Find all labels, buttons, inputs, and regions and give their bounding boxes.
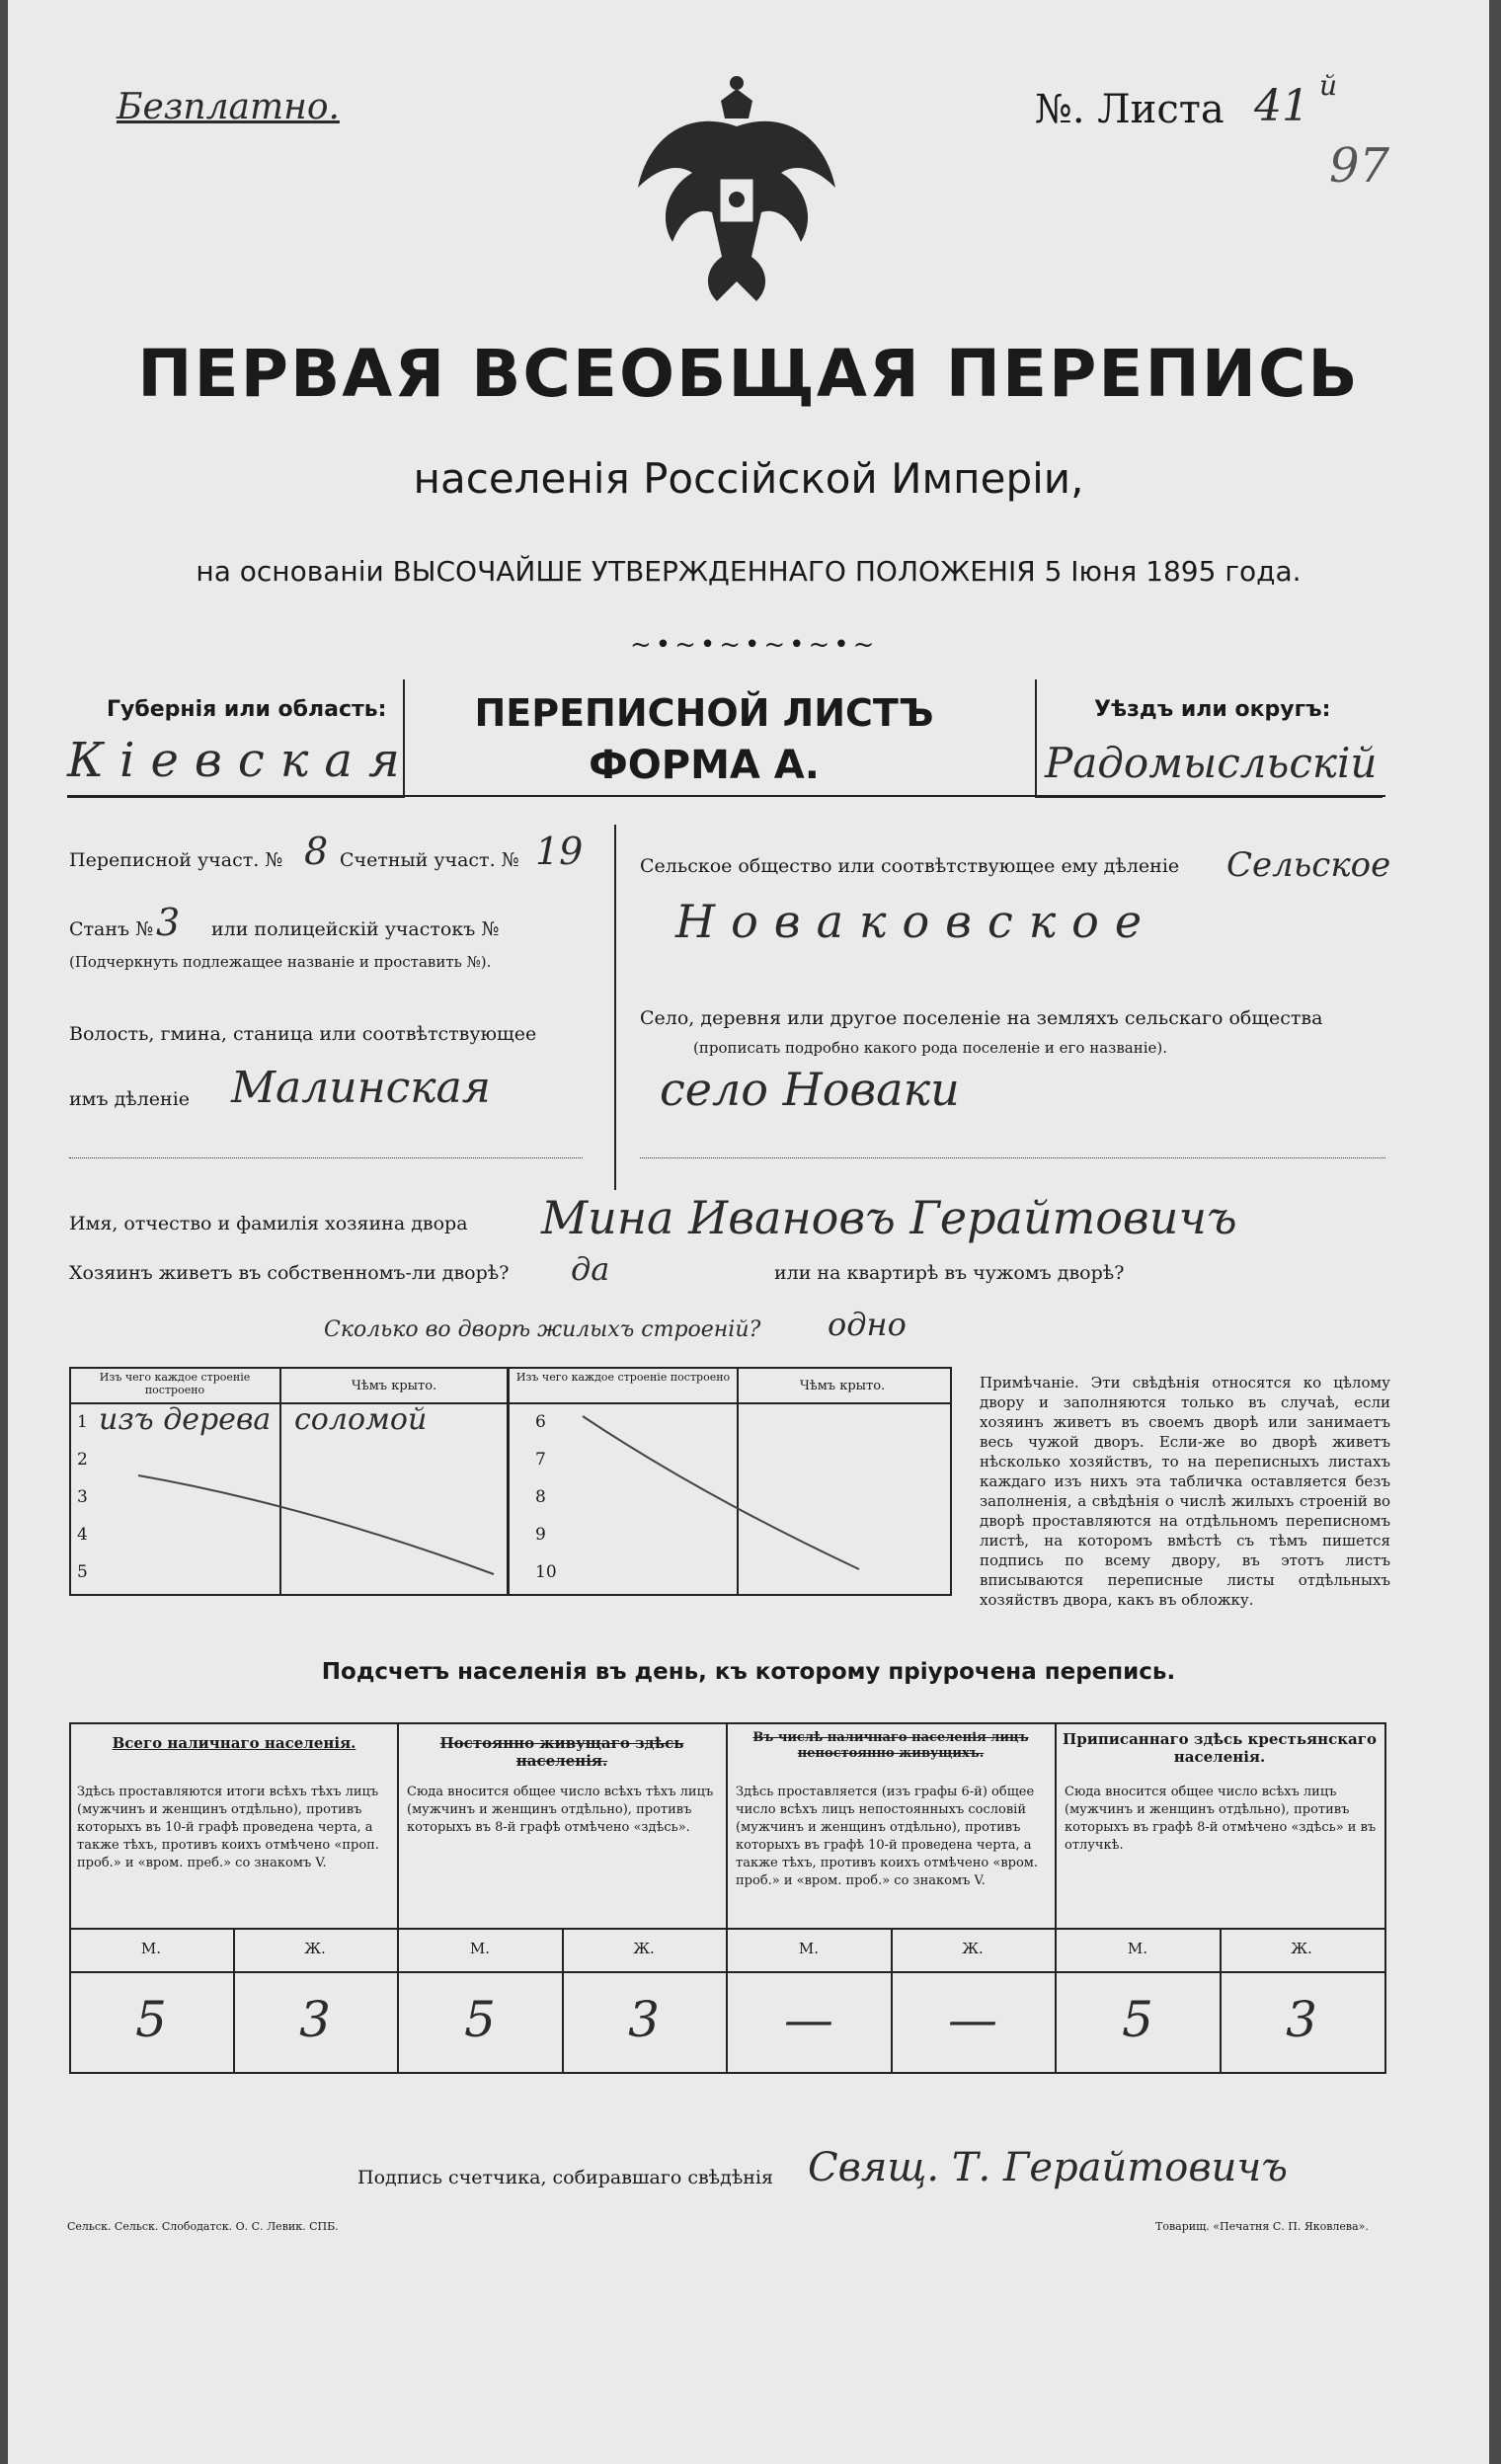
buildings-label: Сколько во дворѣ жилыхъ строеній? xyxy=(324,1317,761,1342)
buildings-col1-header-right: Изъ чего каждое строеніе построено xyxy=(515,1371,731,1384)
guberniya-value: Кіевская xyxy=(67,733,416,788)
male-header: М. xyxy=(140,1940,162,1957)
underline-note: (Подчеркнуть подлежащее названіе и проставить №). xyxy=(69,953,492,971)
signature-value: Свящ. Т. Герайтовичъ xyxy=(808,2145,1288,2190)
stan-value: 3 xyxy=(156,901,181,944)
census-sheet xyxy=(8,0,1489,2464)
stan-label: Станъ № xyxy=(69,918,154,940)
count-head-rule xyxy=(69,1971,1384,1973)
society-value-2: Новаковское xyxy=(675,895,1158,948)
own-yard-label: Хозяинъ живетъ въ собственномъ-ли дворѣ? xyxy=(69,1262,510,1284)
volost-value: Малинская xyxy=(231,1063,491,1113)
female-count: 3 xyxy=(628,1991,660,2048)
form-top-rule xyxy=(67,795,1385,797)
perepis-uchastok-label: Переписной участ. № xyxy=(69,849,283,871)
owner-name-value: Мина Ивановъ Герайтовичъ xyxy=(541,1191,1237,1244)
count-group-head: Всего наличнаго населенія. xyxy=(112,1734,356,1752)
village-note: (прописать подробно какого рода поселеніе и его названіе). xyxy=(693,1039,1167,1057)
count-group-head: Въ числѣ наличнаго населенія лицъ непостоянно живущихъ. xyxy=(752,1730,1029,1761)
uezd-value: Радомысльскій xyxy=(1045,739,1378,787)
count-group-head: Постоянно живущаго здѣсь населенія. xyxy=(439,1734,684,1770)
archive-number: 97 xyxy=(1329,138,1390,194)
buildings-col1-header: Изъ чего каждое строеніе построено xyxy=(99,1371,251,1396)
count-group-head: Приписаннаго здѣсь крестьянскаго населенія. xyxy=(1063,1730,1377,1766)
row-number: 9 xyxy=(535,1525,546,1545)
volost-extra-line xyxy=(69,1157,583,1158)
female-count: 3 xyxy=(1286,1991,1317,2048)
male-count: — xyxy=(784,1991,833,2048)
ornament-divider: ~•~•~•~•~•~ xyxy=(630,630,879,660)
row-number: 4 xyxy=(77,1525,88,1545)
schet-uchastok-label: Счетный участ. № xyxy=(340,849,519,871)
column-divider xyxy=(614,825,616,1190)
row-number: 7 xyxy=(535,1450,546,1470)
row1-material: изъ дерева xyxy=(99,1402,272,1437)
village-extra-line xyxy=(640,1157,1385,1158)
row-number: 1 xyxy=(77,1412,88,1432)
signature-label: Подпись счетчика, собиравшаго свѣдѣнія xyxy=(357,2167,773,2188)
female-header: Ж. xyxy=(304,1940,326,1957)
society-value-1: Сельское xyxy=(1226,845,1391,885)
count-group-desc: Сюда вносится общее число всѣхъ тѣхъ лицъ (мужчинъ и женщинъ отдѣльно), противъ которыхъ въ 8-й графѣ отмѣчено «здѣсь». xyxy=(407,1785,714,1835)
male-count: 5 xyxy=(1122,1991,1153,2048)
count-desc-rule xyxy=(69,1928,1384,1930)
female-header: Ж. xyxy=(1291,1940,1312,1957)
volost-label: Волость, гмина, станица или соотвѣтствующее xyxy=(69,1023,537,1045)
row-number: 2 xyxy=(77,1450,88,1470)
uezd-label: Уѣздъ или округъ: xyxy=(1094,697,1331,722)
village-value: село Новаки xyxy=(660,1063,960,1116)
buildings-col2-header: Чѣмъ крыто. xyxy=(351,1379,437,1393)
count-group-desc: Сюда вносится общее число всѣхъ лицъ (мужчинъ и женщинъ отдѣльно), противъ которыхъ въ графѣ 8-й отмѣчено «здѣсь» и въ отлучкѣ. xyxy=(1065,1785,1377,1853)
sheet-number-value: 41 xyxy=(1254,81,1309,131)
double-headed-eagle-emblem xyxy=(628,69,845,316)
row-number: 3 xyxy=(77,1487,88,1507)
sheet-number-label: №. Листа xyxy=(1035,87,1224,132)
male-count: 5 xyxy=(464,1991,496,2048)
row-number: 8 xyxy=(535,1487,546,1507)
legal-basis: на основаніи ВЫСОЧАЙШЕ УТВЕРЖДЕННАГО ПОЛОЖЕНІЯ 5 Іюня 1895 года. xyxy=(196,555,1302,588)
female-header: Ж. xyxy=(962,1940,984,1957)
row-number: 5 xyxy=(77,1562,88,1582)
police-uchastok-label: или полицейскій участокъ № xyxy=(211,918,500,940)
row-number: 6 xyxy=(535,1412,546,1432)
male-count: 5 xyxy=(135,1991,167,2048)
rent-yard-label: или на квартирѣ въ чужомъ дворѣ? xyxy=(774,1262,1125,1284)
buildings-note: Примѣчаніе. Эти свѣдѣнія относятся ко цѣлому двору и заполняются только въ случаѣ, если хозяинъ живетъ въ своемъ дворѣ или занимаетъ весь чужой дворъ. Если-же во дворѣ живетъ нѣсколько хозяйствъ, то на переписныхъ листахъ каждаго изъ нихъ эта табличка оставляется безъ заполненія, а свѣдѣнія о числѣ жилыхъ строеній во дворѣ проставляются на отдѣльномъ переписномъ листѣ, на которомъ вмѣстѣ съ тѣмъ пишется подпись по всему двору, въ этотъ листъ вписываются переписные листы отдѣльныхъ хозяйствъ двора, какъ въ обложку. xyxy=(980,1374,1390,1609)
perepis-uchastok-value: 8 xyxy=(304,830,329,873)
male-header: М. xyxy=(1127,1940,1148,1957)
schet-uchastok-value: 19 xyxy=(535,830,584,873)
owner-name-label: Имя, отчество и фамилія хозяина двора xyxy=(69,1213,468,1234)
form-subtitle: ФОРМА А. xyxy=(589,743,820,788)
male-header: М. xyxy=(469,1940,491,1957)
female-header: Ж. xyxy=(633,1940,655,1957)
count-group-desc: Здѣсь проставляются итоги всѣхъ тѣхъ лицъ (мужчинъ и женщинъ отдѣльно), противъ которыхъ въ 10-й графѣ проведена черта, а также тѣхъ, противъ коихъ отмѣчено «проп. проб.» и «вром. преб.» со знакомъ V. xyxy=(77,1785,379,1870)
page-subtitle: населенія Россійской Имперіи, xyxy=(413,454,1084,503)
buildings-value: одно xyxy=(828,1306,907,1343)
male-header: М. xyxy=(798,1940,820,1957)
row1-roof: соломой xyxy=(294,1402,428,1437)
row-number: 10 xyxy=(535,1562,557,1582)
count-title: Подсчетъ населенія въ день, къ которому пріурочена перепись. xyxy=(321,1659,1176,1685)
society-label: Сельское общество или соотвѣтствующее ему дѣленіе xyxy=(640,855,1180,877)
guberniya-label: Губернія или область: xyxy=(107,697,387,722)
page-title: ПЕРВАЯ ВСЕОБЩАЯ ПЕРЕПИСЬ xyxy=(137,336,1360,412)
female-count: — xyxy=(948,1991,997,2048)
free-label: Безплатно. xyxy=(117,87,340,127)
count-group-desc: Здѣсь проставляется (изъ графы 6-й) общее число всѣхъ лицъ непостоянныхъ сословій (мужчинъ и женщинъ отдѣльно), противъ которыхъ въ графѣ 10-й проведена черта, а также тѣхъ, противъ коихъ отмѣчено «вром. проб.» и «вром. проб.» со знакомъ V. xyxy=(736,1785,1039,1888)
division-label: имъ дѣленіе xyxy=(69,1088,191,1110)
footer-right: Товарищ. «Печатня С. П. Яковлева». xyxy=(1155,2220,1369,2233)
form-title: ПЕРЕПИСНОЙ ЛИСТЪ xyxy=(474,691,934,735)
own-yard-value: да xyxy=(571,1250,610,1288)
footer-left: Сельск. Сельск. Слободатск. О. С. Левик. СПБ. xyxy=(67,2220,339,2233)
village-label: Село, деревня или другое поселеніе на земляхъ сельскаго общества xyxy=(640,1007,1323,1029)
buildings-col2-header-right: Чѣмъ крыто. xyxy=(799,1379,886,1393)
strike-through-lines xyxy=(69,1367,950,1594)
female-count: 3 xyxy=(299,1991,331,2048)
sheet-number-suffix: й xyxy=(1319,69,1338,102)
